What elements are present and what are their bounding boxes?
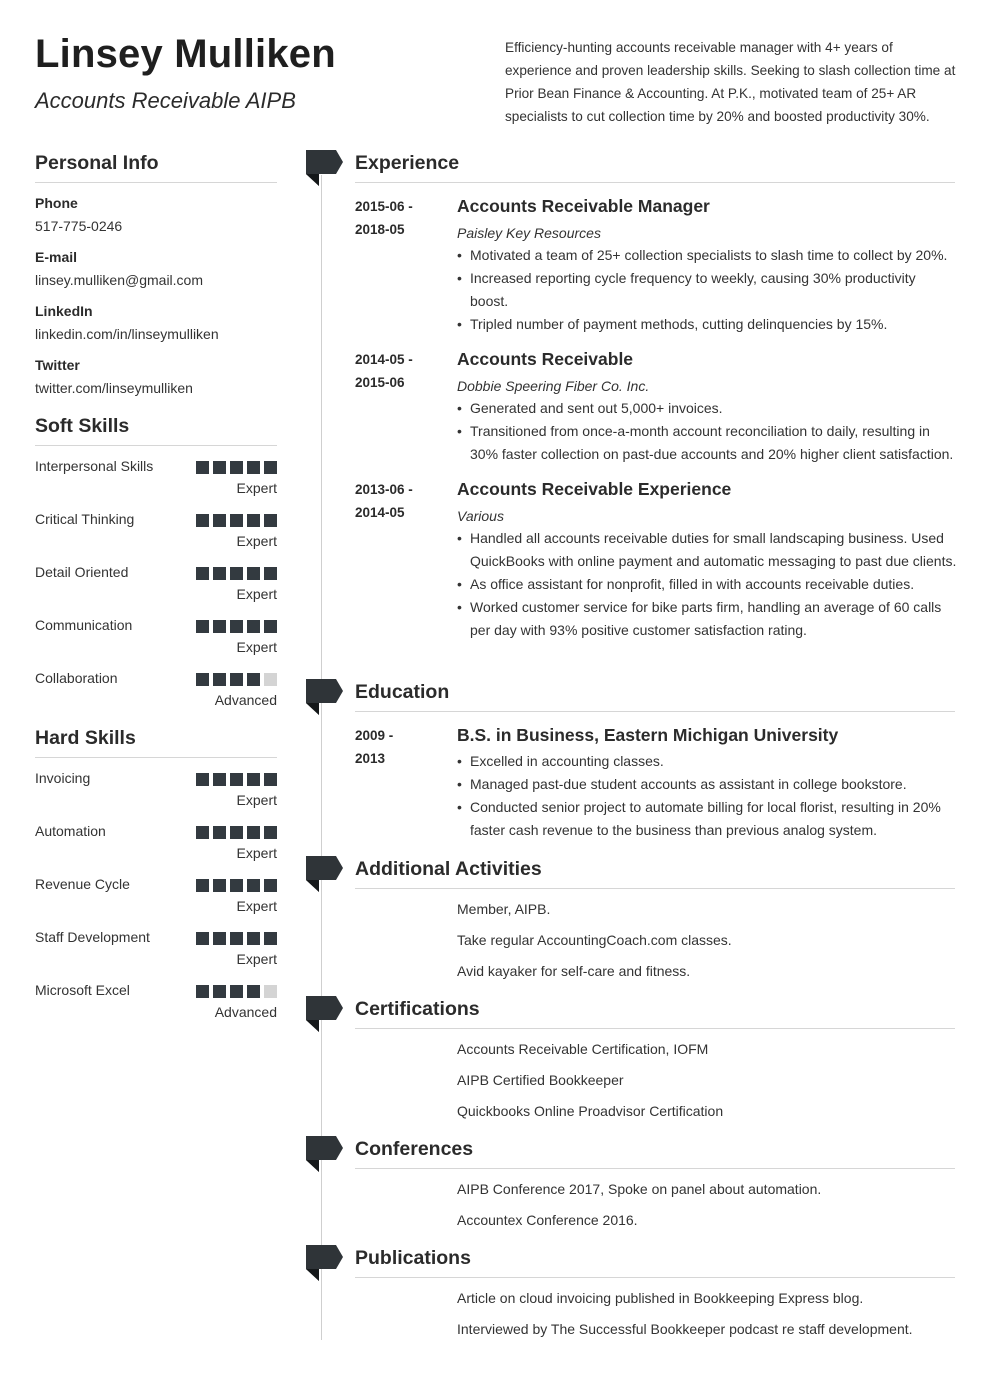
- phone-label: Phone: [35, 195, 78, 211]
- skill-name: Critical Thinking: [35, 511, 135, 527]
- skill-rating: [196, 773, 277, 786]
- skill-level: Expert: [236, 792, 277, 808]
- rating-square-filled: [247, 932, 260, 945]
- education-date-end: 2013: [355, 751, 386, 766]
- skill-level: Expert: [236, 480, 277, 496]
- activity-item: Take regular AccountingCoach.com classes.: [457, 932, 732, 948]
- conferences-flag-icon: [306, 1136, 344, 1172]
- list-item: • Conducted senior project to automate billing for local florist, resulting in 20% faster cash revenue to the business than previous analog system.: [457, 796, 957, 842]
- rating-square-filled: [213, 620, 226, 633]
- rating-square-filled: [196, 673, 209, 686]
- rating-square-filled: [264, 567, 277, 580]
- job-dates: [355, 348, 450, 394]
- rating-square-filled: [213, 773, 226, 786]
- conference-item: Accountex Conference 2016.: [457, 1212, 638, 1228]
- rating-square-filled: [213, 932, 226, 945]
- rating-square-filled: [230, 826, 243, 839]
- list-item: • Excelled in accounting classes.: [457, 750, 957, 773]
- activity-item: Member, AIPB.: [457, 901, 551, 917]
- job-title: Accounts Receivable: [457, 349, 634, 369]
- job-title: Accounts Receivable Manager: [457, 196, 710, 216]
- rating-square-filled: [213, 879, 226, 892]
- rating-square-filled: [230, 932, 243, 945]
- list-item: • Managed past-due student accounts as assistant in college bookstore.: [457, 773, 957, 796]
- skill-name: Invoicing: [35, 770, 91, 786]
- list-item: • Handled all accounts receivable duties for small landscaping business. Used QuickBooks with online payment and automatic messaging to past due clients.: [457, 527, 957, 573]
- experience-flag-icon: [306, 150, 344, 186]
- list-item: • Tripled number of payment methods, cutting delinquencies by 15%.: [457, 313, 957, 336]
- email-value: linsey.mulliken@gmail.com: [35, 272, 203, 288]
- skill-rating: [196, 567, 277, 580]
- rating-square-filled: [196, 773, 209, 786]
- job-dates: [355, 195, 450, 241]
- job-date-start: 2013-06 -: [355, 482, 413, 497]
- conferences-heading: Conferences: [355, 1138, 955, 1169]
- rating-square-filled: [247, 985, 260, 998]
- skill-rating: [196, 826, 277, 839]
- skill-name: Detail Oriented: [35, 564, 129, 580]
- rating-square-filled: [247, 773, 260, 786]
- job-date-start: 2015-06 -: [355, 199, 413, 214]
- rating-square-filled: [230, 514, 243, 527]
- rating-square-filled: [247, 567, 260, 580]
- education-flag-icon: [306, 679, 344, 715]
- rating-square-filled: [213, 567, 226, 580]
- skill-rating: [196, 514, 277, 527]
- job-bullets: [457, 527, 957, 642]
- rating-square-filled: [196, 620, 209, 633]
- rating-square-filled: [213, 673, 226, 686]
- candidate-name: Linsey Mulliken: [35, 32, 336, 76]
- rating-square-empty: [264, 673, 277, 686]
- conference-item: AIPB Conference 2017, Spoke on panel about automation.: [457, 1181, 822, 1197]
- rating-square-filled: [196, 567, 209, 580]
- rating-square-filled: [213, 826, 226, 839]
- skill-rating: [196, 879, 277, 892]
- rating-square-filled: [247, 514, 260, 527]
- list-item: • Transitioned from once-a-month account reconciliation to daily, resulting in 30% faster collection on past-due accounts and 20% higher client satisfaction.: [457, 420, 957, 466]
- rating-square-filled: [213, 985, 226, 998]
- profile-summary: Efficiency-hunting accounts receivable manager with 4+ years of experience and proven leadership skills. Seeking to slash collection time at Prior Bean Finance & Accounting. At P.K., motivated team of 25+ AR specialists to cut collection time by 20% and boosted productivity 30%.: [505, 40, 956, 124]
- publication-item: Interviewed by The Successful Bookkeeper podcast re staff development.: [457, 1321, 913, 1337]
- job-title: Accounts Receivable Experience: [457, 479, 732, 499]
- job-date-end: 2018-05: [355, 222, 405, 237]
- phone-value: 517-775-0246: [35, 218, 123, 234]
- publications-heading: Publications: [355, 1247, 955, 1278]
- skill-rating: [196, 461, 277, 474]
- soft-skills-heading: Soft Skills: [35, 415, 277, 446]
- list-item: • Generated and sent out 5,000+ invoices.: [457, 397, 957, 420]
- education-dates: [355, 724, 450, 770]
- skill-level: Expert: [236, 951, 277, 967]
- job-company: Dobbie Speering Fiber Co. Inc.: [457, 378, 650, 394]
- certification-item: AIPB Certified Bookkeeper: [457, 1072, 624, 1088]
- activities-heading: Additional Activities: [355, 858, 955, 889]
- skill-rating: [196, 932, 277, 945]
- rating-square-filled: [264, 932, 277, 945]
- list-item: • Worked customer service for bike parts firm, handling an average of 60 calls per day with 93% positive customer satisfaction rating.: [457, 596, 957, 642]
- rating-square-filled: [247, 461, 260, 474]
- hard-skills-heading: Hard Skills: [35, 727, 277, 758]
- activities-flag-icon: [306, 856, 344, 892]
- skill-name: Staff Development: [35, 929, 150, 945]
- rating-square-filled: [230, 673, 243, 686]
- certifications-flag-icon: [306, 996, 344, 1032]
- rating-square-filled: [196, 879, 209, 892]
- rating-square-filled: [264, 773, 277, 786]
- certifications-heading: Certifications: [355, 998, 955, 1029]
- job-dates: [355, 478, 450, 524]
- rating-square-filled: [247, 673, 260, 686]
- rating-square-filled: [213, 514, 226, 527]
- job-date-end: 2014-05: [355, 505, 405, 520]
- job-bullets: [457, 244, 957, 336]
- skill-level: Expert: [236, 845, 277, 861]
- skill-rating: [196, 985, 277, 998]
- skill-level: Expert: [236, 586, 277, 602]
- education-heading: Education: [355, 681, 955, 712]
- rating-square-filled: [264, 514, 277, 527]
- rating-square-filled: [230, 985, 243, 998]
- rating-square-filled: [230, 567, 243, 580]
- rating-square-filled: [213, 461, 226, 474]
- skill-level: Expert: [236, 533, 277, 549]
- list-item: • As office assistant for nonprofit, filled in with accounts receivable duties.: [457, 573, 957, 596]
- list-item: • Increased reporting cycle frequency to weekly, causing 30% productivity boost.: [457, 267, 957, 313]
- personal-info-heading: Personal Info: [35, 152, 277, 183]
- skill-rating: [196, 620, 277, 633]
- skill-level: Advanced: [214, 1004, 277, 1020]
- skill-level: Advanced: [214, 692, 277, 708]
- rating-square-filled: [196, 514, 209, 527]
- skill-name: Automation: [35, 823, 106, 839]
- certification-item: Accounts Receivable Certification, IOFM: [457, 1041, 709, 1057]
- education-bullets: [457, 750, 957, 842]
- twitter-value: twitter.com/linseymulliken: [35, 380, 193, 396]
- rating-square-filled: [264, 826, 277, 839]
- candidate-role: Accounts Receivable AIPB: [35, 88, 296, 113]
- activity-item: Avid kayaker for self-care and fitness.: [457, 963, 691, 979]
- linkedin-value: linkedin.com/in/linseymulliken: [35, 326, 219, 342]
- rating-square-filled: [230, 773, 243, 786]
- rating-square-filled: [264, 620, 277, 633]
- rating-square-filled: [264, 461, 277, 474]
- job-date-start: 2014-05 -: [355, 352, 413, 367]
- skill-name: Microsoft Excel: [35, 982, 130, 998]
- rating-square-filled: [230, 879, 243, 892]
- email-label: E-mail: [35, 249, 78, 265]
- list-item: • Motivated a team of 25+ collection specialists to slash time to collect by 20%.: [457, 244, 957, 267]
- rating-square-filled: [264, 879, 277, 892]
- linkedin-label: LinkedIn: [35, 303, 93, 319]
- skill-rating: [196, 673, 277, 686]
- rating-square-filled: [247, 826, 260, 839]
- skill-name: Interpersonal Skills: [35, 458, 154, 474]
- skill-level: Expert: [236, 639, 277, 655]
- rating-square-filled: [247, 879, 260, 892]
- job-company: Various: [457, 508, 504, 524]
- rating-square-filled: [196, 826, 209, 839]
- certification-item: Quickbooks Online Proadvisor Certification: [457, 1103, 724, 1119]
- education-date-start: 2009 -: [355, 728, 394, 743]
- job-company: Paisley Key Resources: [457, 225, 601, 241]
- rating-square-filled: [196, 985, 209, 998]
- rating-square-filled: [196, 932, 209, 945]
- rating-square-empty: [264, 985, 277, 998]
- job-date-end: 2015-06: [355, 375, 405, 390]
- skill-name: Revenue Cycle: [35, 876, 130, 892]
- publication-item: Article on cloud invoicing published in Bookkeeping Express blog.: [457, 1290, 864, 1306]
- degree-title: B.S. in Business, Eastern Michigan University: [457, 725, 839, 745]
- experience-heading: Experience: [355, 152, 955, 183]
- rating-square-filled: [230, 620, 243, 633]
- skill-name: Communication: [35, 617, 133, 633]
- job-bullets: [457, 397, 957, 466]
- skill-name: Collaboration: [35, 670, 118, 686]
- rating-square-filled: [247, 620, 260, 633]
- twitter-label: Twitter: [35, 357, 80, 373]
- rating-square-filled: [196, 461, 209, 474]
- skill-level: Expert: [236, 898, 277, 914]
- publications-flag-icon: [306, 1245, 344, 1281]
- rating-square-filled: [230, 461, 243, 474]
